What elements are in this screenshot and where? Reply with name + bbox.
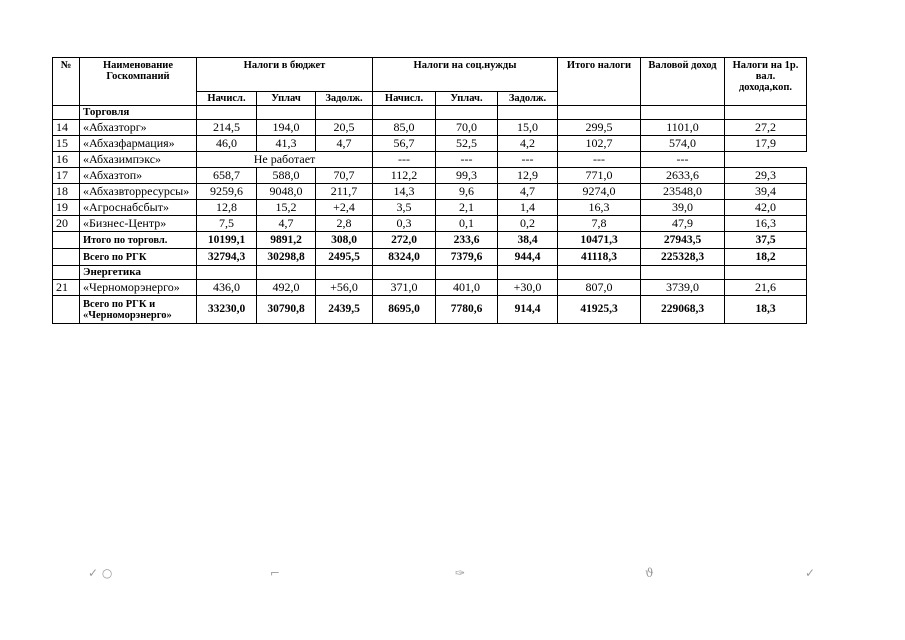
value-cell: 9,6	[436, 184, 498, 200]
row-number: 16	[53, 152, 80, 168]
value-cell: 194,0	[257, 120, 316, 136]
total-value: 10471,3	[558, 232, 641, 249]
header-budget-paid: Уплач	[257, 92, 316, 106]
total-label: Итого по торговл.	[80, 232, 197, 249]
value-cell: 2,8	[316, 216, 373, 232]
company-name: «Абхазтоп»	[80, 168, 197, 184]
total-value: 9891,2	[257, 232, 316, 249]
empty-cell	[373, 106, 436, 120]
tax-table	[52, 57, 807, 324]
header-social: Налоги на соц.нужды	[373, 58, 558, 92]
value-cell: 39,4	[725, 184, 807, 200]
header-social-paid: Уплач.	[436, 92, 498, 106]
scan-mark: ✑	[455, 566, 466, 580]
value-cell: 4,2	[498, 136, 558, 152]
value-cell: ---	[641, 152, 725, 168]
company-name: «Абхазторг»	[80, 120, 197, 136]
total-label: Всего по РГК	[80, 249, 197, 266]
total-value: 37,5	[725, 232, 807, 249]
total-row	[53, 296, 807, 324]
table-row	[53, 168, 807, 184]
total-value: 308,0	[316, 232, 373, 249]
table-row	[53, 216, 807, 232]
value-cell: +30,0	[498, 280, 558, 296]
total-value: 33230,0	[197, 296, 257, 324]
value-cell: ---	[436, 152, 498, 168]
value-cell: 299,5	[558, 120, 641, 136]
value-cell: 371,0	[373, 280, 436, 296]
value-cell: 2,1	[436, 200, 498, 216]
header-num: №	[53, 58, 80, 106]
total-value: 2495,5	[316, 249, 373, 266]
total-value: 30298,8	[257, 249, 316, 266]
total-value: 41925,3	[558, 296, 641, 324]
row-number: 15	[53, 136, 80, 152]
value-cell: 16,3	[725, 216, 807, 232]
value-cell: 807,0	[558, 280, 641, 296]
empty-cell	[316, 106, 373, 120]
total-value: 8324,0	[373, 249, 436, 266]
value-cell: 15,0	[498, 120, 558, 136]
value-cell: 99,3	[436, 168, 498, 184]
value-cell: 70,7	[316, 168, 373, 184]
value-cell: 29,3	[725, 168, 807, 184]
value-cell: 3,5	[373, 200, 436, 216]
empty-cell	[641, 106, 725, 120]
table-row	[53, 184, 807, 200]
scan-mark: ✓ ○	[88, 566, 113, 580]
row-number: 17	[53, 168, 80, 184]
value-cell: 9048,0	[257, 184, 316, 200]
value-cell: 4,7	[316, 136, 373, 152]
merged-status: Не работает	[197, 152, 373, 168]
row-number: 21	[53, 280, 80, 296]
total-num-cell	[53, 232, 80, 249]
value-cell: ---	[373, 152, 436, 168]
total-value: 914,4	[498, 296, 558, 324]
empty-cell	[257, 266, 316, 280]
empty-cell	[436, 266, 498, 280]
total-value: 272,0	[373, 232, 436, 249]
total-num-cell	[53, 249, 80, 266]
section-num-cell	[53, 266, 80, 280]
section-row	[53, 266, 807, 280]
total-row	[53, 232, 807, 249]
section-row	[53, 106, 807, 120]
value-cell: 7,8	[558, 216, 641, 232]
value-cell: 2633,6	[641, 168, 725, 184]
value-cell: 42,0	[725, 200, 807, 216]
header-total: Итого налоги	[558, 58, 641, 106]
header-social-accrued: Начисл.	[373, 92, 436, 106]
value-cell: 588,0	[257, 168, 316, 184]
total-value: 10199,1	[197, 232, 257, 249]
value-cell: 1,4	[498, 200, 558, 216]
value-cell: 47,9	[641, 216, 725, 232]
scan-mark: ϑ	[645, 566, 654, 580]
total-value: 7379,6	[436, 249, 498, 266]
table-row	[53, 280, 807, 296]
row-number: 20	[53, 216, 80, 232]
company-name: «Агроснабсбыт»	[80, 200, 197, 216]
company-name: «Абхазимпэкс»	[80, 152, 197, 168]
header-budget: Налоги в бюджет	[197, 58, 373, 92]
value-cell: 21,6	[725, 280, 807, 296]
value-cell: 0,2	[498, 216, 558, 232]
value-cell: 574,0	[641, 136, 725, 152]
total-value: 18,3	[725, 296, 807, 324]
value-cell: 436,0	[197, 280, 257, 296]
value-cell: 401,0	[436, 280, 498, 296]
table-body	[53, 106, 807, 324]
empty-cell	[641, 266, 725, 280]
company-name: «Абхазфармация»	[80, 136, 197, 152]
total-value: 38,4	[498, 232, 558, 249]
value-cell: 41,3	[257, 136, 316, 152]
total-num-cell	[53, 296, 80, 324]
header-budget-accrued: Начисл.	[197, 92, 257, 106]
empty-cell	[498, 106, 558, 120]
total-value: 32794,3	[197, 249, 257, 266]
value-cell: 16,3	[558, 200, 641, 216]
value-cell: 85,0	[373, 120, 436, 136]
value-cell: 46,0	[197, 136, 257, 152]
empty-cell	[558, 266, 641, 280]
total-value: 18,2	[725, 249, 807, 266]
company-name: «Бизнес-Центр»	[80, 216, 197, 232]
total-value: 27943,5	[641, 232, 725, 249]
value-cell: 56,7	[373, 136, 436, 152]
empty-cell	[316, 266, 373, 280]
value-cell: 52,5	[436, 136, 498, 152]
total-value: 229068,3	[641, 296, 725, 324]
empty-cell	[373, 266, 436, 280]
value-cell: 1101,0	[641, 120, 725, 136]
total-value: 30790,8	[257, 296, 316, 324]
value-cell: 771,0	[558, 168, 641, 184]
value-cell: 658,7	[197, 168, 257, 184]
table-row	[53, 152, 807, 168]
table-row	[53, 136, 807, 152]
row-number: 18	[53, 184, 80, 200]
value-cell: 9259,6	[197, 184, 257, 200]
total-value: 41118,3	[558, 249, 641, 266]
total-value: 225328,3	[641, 249, 725, 266]
value-cell: 102,7	[558, 136, 641, 152]
value-cell: 112,2	[373, 168, 436, 184]
header-per-rub: Налоги на 1р. вал. дохода,коп.	[725, 58, 807, 106]
value-cell: 20,5	[316, 120, 373, 136]
value-cell: 9274,0	[558, 184, 641, 200]
header-budget-debt: Задолж.	[316, 92, 373, 106]
empty-cell	[436, 106, 498, 120]
header-name: Наименование Госкомпаний	[80, 58, 197, 106]
company-name: «Абхазвторресурсы»	[80, 184, 197, 200]
empty-cell	[725, 106, 807, 120]
total-value: 233,6	[436, 232, 498, 249]
row-number: 14	[53, 120, 80, 136]
empty-cell	[498, 266, 558, 280]
value-cell: 4,7	[257, 216, 316, 232]
total-row	[53, 249, 807, 266]
value-cell: 14,3	[373, 184, 436, 200]
value-cell: 211,7	[316, 184, 373, 200]
value-cell: +2,4	[316, 200, 373, 216]
value-cell: 214,5	[197, 120, 257, 136]
value-cell: 17,9	[725, 136, 807, 152]
table-row	[53, 120, 807, 136]
header-gross: Валовой доход	[641, 58, 725, 106]
value-cell: 15,2	[257, 200, 316, 216]
section-title: Торговля	[80, 106, 197, 120]
value-cell: 7,5	[197, 216, 257, 232]
company-name: «Черноморэнерго»	[80, 280, 197, 296]
total-value: 8695,0	[373, 296, 436, 324]
value-cell: 27,2	[725, 120, 807, 136]
section-title: Энергетика	[80, 266, 197, 280]
value-cell: ---	[498, 152, 558, 168]
empty-cell	[725, 266, 807, 280]
empty-cell	[257, 106, 316, 120]
value-cell: +56,0	[316, 280, 373, 296]
value-cell: 39,0	[641, 200, 725, 216]
empty-cell	[558, 106, 641, 120]
total-value: 7780,6	[436, 296, 498, 324]
section-num-cell	[53, 106, 80, 120]
value-cell: 492,0	[257, 280, 316, 296]
table-row	[53, 200, 807, 216]
scan-mark: ✓	[805, 566, 816, 580]
value-cell: 4,7	[498, 184, 558, 200]
value-cell: 0,3	[373, 216, 436, 232]
header-social-debt: Задолж.	[498, 92, 558, 106]
empty-cell	[197, 106, 257, 120]
value-cell: ---	[558, 152, 641, 168]
value-cell: 12,8	[197, 200, 257, 216]
empty-cell	[197, 266, 257, 280]
value-cell: 0,1	[436, 216, 498, 232]
value-cell: 23548,0	[641, 184, 725, 200]
total-value: 944,4	[498, 249, 558, 266]
value-cell: 12,9	[498, 168, 558, 184]
value-cell: 70,0	[436, 120, 498, 136]
page-marks	[0, 566, 905, 596]
scan-mark: ⌐	[270, 566, 281, 580]
row-number: 19	[53, 200, 80, 216]
value-cell: 3739,0	[641, 280, 725, 296]
total-label: Всего по РГК и «Черноморэнерго»	[80, 296, 197, 324]
total-value: 2439,5	[316, 296, 373, 324]
